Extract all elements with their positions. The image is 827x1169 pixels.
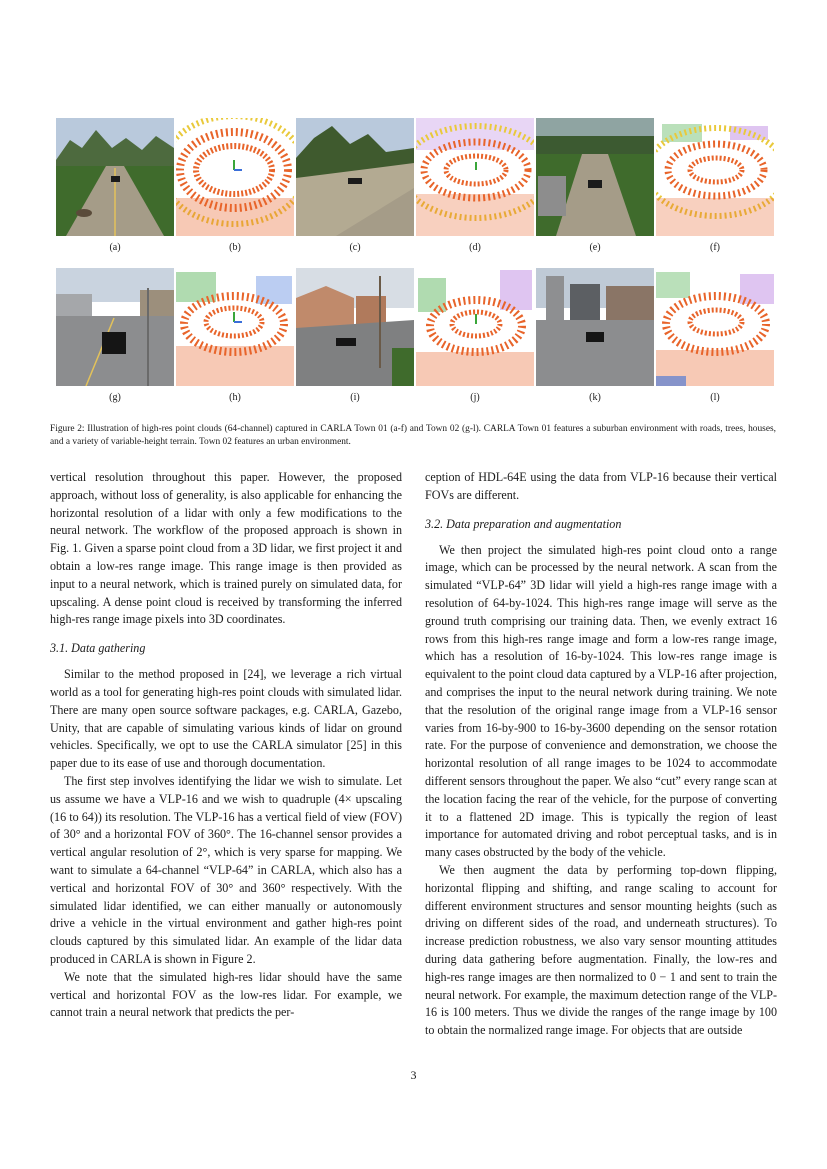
subfigure-label-a: (a) xyxy=(109,242,121,253)
camera-image-i xyxy=(296,268,414,386)
subfigure-l xyxy=(656,268,774,404)
subfigure-g xyxy=(56,268,174,404)
lidar-pointcloud-l xyxy=(656,268,774,386)
figure-row-town01 xyxy=(56,118,774,254)
lidar-pointcloud-f xyxy=(656,118,774,236)
subfigure-h xyxy=(176,268,294,404)
subfigure-label-h: (h) xyxy=(229,392,241,403)
subfigure-a xyxy=(56,118,174,254)
subfigure-d xyxy=(416,118,534,254)
paragraph: The first step involves identifying the lidar we wish to simulate. Let us assume we have a VLP-16 and we wish to quadruple (4× upscaling (16 to 64)) its resolution. The VLP-16 has a vertical field of view (FOV) of 30° and a horizontal FOV of 360°. The 16-channel sensor provides a vertical angular resolution of 2°, which is very sparse for mapping. We want to simulate a 64-channel “VLP-64” in CARLA, which also has a vertical and horizontal FOV of 30° and 360° respectively. With the simulated lidar identified, we can either manually or autonomously drive a vehicle in the virtual environment and gather high-res point clouds captured by this simulated lidar. An example of the lidar data produced in CARLA is shown in Figure 2. xyxy=(50,773,402,966)
subfigure-f xyxy=(656,118,774,254)
section-heading: 3.1. Data gathering xyxy=(50,641,146,656)
figure-2 xyxy=(56,118,774,404)
camera-image-k xyxy=(536,268,654,386)
lidar-pointcloud-h xyxy=(176,268,294,386)
page-number: 3 xyxy=(410,1068,417,1082)
subfigure-label-d: (d) xyxy=(469,242,481,253)
subfigure-i xyxy=(296,268,414,404)
camera-image-g xyxy=(56,268,174,386)
section-heading: 3.2. Data preparation and augmentation xyxy=(425,516,622,531)
left-column xyxy=(50,469,402,1022)
paragraph: Similar to the method proposed in [24], we leverage a rich virtual world as a tool for generating high-res point clouds with simulated lidar. There are many open source software packages, e.g. CARLA, Gazebo, Unity, that are capable of simulating various kinds of lidar on ground vehicles. Specifically, we opt to use the CARLA simulator [25] in this paper due to its ease of use and thorough documentation. xyxy=(50,667,402,771)
paragraph: We note that the simulated high-res lidar should have the same vertical and horizontal FOV as the low-res lidar. For example, we cannot train a neural network that predicts the per- xyxy=(50,969,402,1020)
figure-row-town02 xyxy=(56,268,774,404)
subfigure-k xyxy=(536,268,654,404)
camera-image-e xyxy=(536,118,654,236)
subfigure-label-b: (b) xyxy=(229,242,241,253)
camera-image-c xyxy=(296,118,414,236)
paragraph: ception of HDL-64E using the data from VLP-16 because their vertical FOVs are different. xyxy=(425,470,777,502)
paragraph: We then augment the data by performing top-down flipping, horizontal flipping and shifting, and range scaling to account for different environment structures and sensor mounting heights (such as driving on different sides of the road, and underneath structures). To increase prediction robustness, we also vary sensor mounting attitudes during data gathering before augmentation. Finally, the low-res and high-res range images are then normalized to 0 − 1 and sent to train the neural network. For example, the maximum detection range of the VLP-16 is 100 meters. Thus we divide the ranges of the range image by 100 to obtain the normalized range image. For objects that are outside xyxy=(425,862,777,1038)
subfigure-label-l: (l) xyxy=(710,392,720,403)
subfigure-j xyxy=(416,268,534,404)
subfigure-e xyxy=(536,118,654,254)
camera-image-a xyxy=(56,118,174,236)
subfigure-label-i: (i) xyxy=(350,392,360,403)
subfigure-label-f: (f) xyxy=(710,242,720,253)
subfigure-b xyxy=(176,118,294,254)
subfigure-label-g: (g) xyxy=(109,392,121,403)
subfigure-c xyxy=(296,118,414,254)
lidar-pointcloud-b xyxy=(176,118,294,236)
paragraph: We then project the simulated high-res point cloud onto a range image, which can be processed by the neural network. A scan from the simulated “VLP-64” 3D lidar will yield a high-res range image with a resolution of 64-by-1024. This high-res range image will serve as the ground truth comprising our training data. Then, we evenly extract 16 rows from this high-res range image and form a low-res range image, which has a resolution of 16-by-1024. This low-res range image is equivalent to the point cloud data captured by a VLP-16 after projection, and comprises the input to the neural network during training. We note that the resolution of the original range image from a VLP-16 sensor varies from 16-by-900 to 16-by-3600 depending on the sensor rotation rate. For the purpose of convenience and demonstration, we choose the horizontal resolution of all range images to be 1024 to accommodate different sensors throughout the paper. We also “cut” every range scan at the location facing the rear of the vehicle, for the purpose of converting it to a flattened 2D image. This is typically the region of least importance for automated driving and robot perceptual tasks, and is in many cases obstructed by the body of the vehicle. xyxy=(425,542,777,860)
subfigure-label-j: (j) xyxy=(470,392,480,403)
subfigure-label-k: (k) xyxy=(589,392,601,403)
paragraph: vertical resolution throughout this paper. However, the proposed approach, without loss of generality, is also applicable for enhancing the horizontal resolution of a lidar with only a few modifications to the neural network. The workflow of the proposed approach is shown in Fig. 1. Given a sparse point cloud from a 3D lidar, we first project it and obtain a low-res range image. This range image is then provided as input to a neural network, which is trained purely on simulated data, for upscaling. A dense point cloud is received by transforming the inferred high-res range image pixels into 3D coordinates. xyxy=(50,470,402,627)
figure-caption: Figure 2: Illustration of high-res point clouds (64-channel) captured in CARLA Town 01 (a-f) and Town 02 (g-l). CARLA Town 01 features a suburban environment with roads, trees, houses, and a variety of variable-height terrain. Town 02 features an urban environment. xyxy=(50,424,776,447)
lidar-pointcloud-j xyxy=(416,268,534,386)
subfigure-label-e: (e) xyxy=(589,242,601,253)
lidar-pointcloud-d xyxy=(416,118,534,236)
right-column xyxy=(425,469,777,1040)
subfigure-label-c: (c) xyxy=(349,242,361,253)
